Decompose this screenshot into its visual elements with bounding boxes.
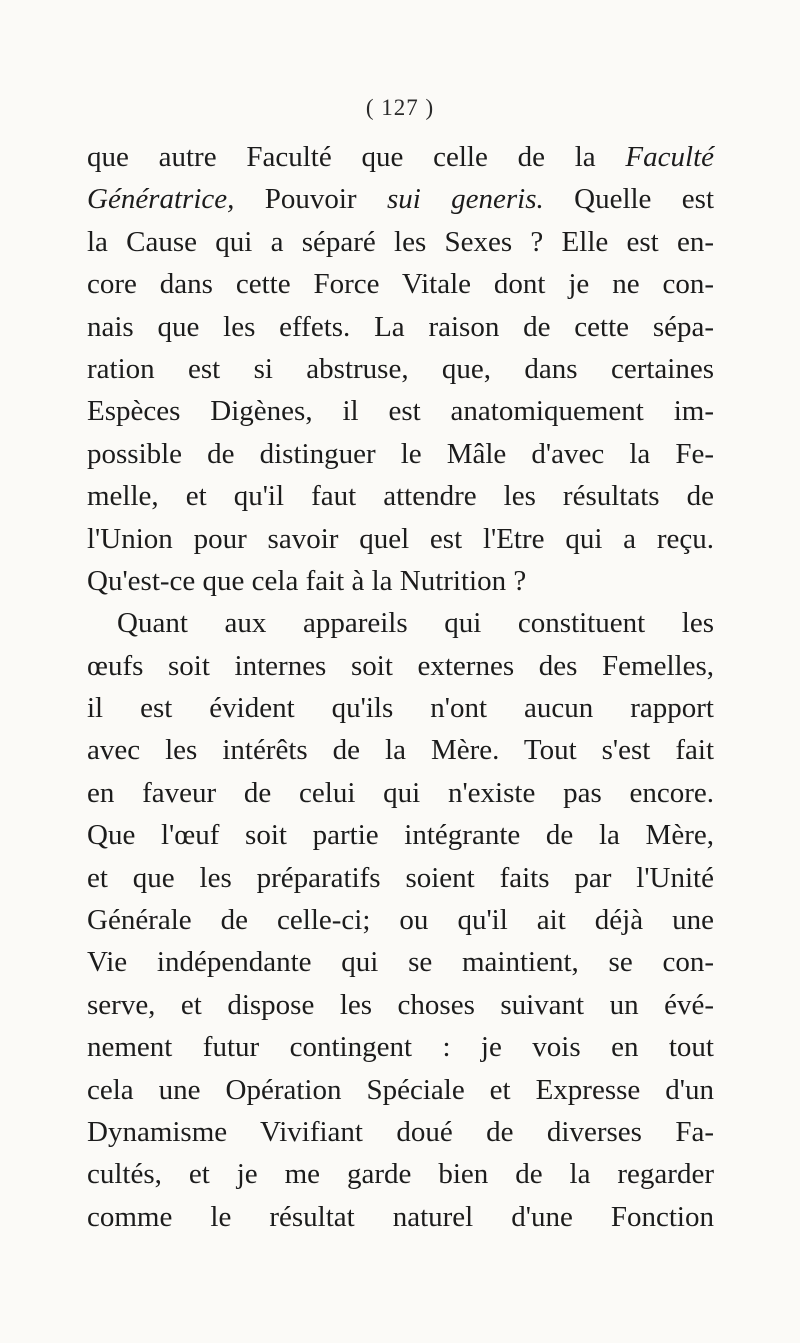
text-segment: il est évident qu'ils n'ont aucun rapport [87, 692, 714, 725]
text-segment: Générale de celle-ci; ou qu'il ait déjà une [87, 904, 714, 937]
text-line [87, 687, 714, 729]
text-segment: que autre Faculté que celle de la [87, 141, 626, 173]
text-segment: Espèces Digènes, il est anatomiquement im- [87, 395, 714, 428]
text-line [87, 899, 714, 941]
body-text [87, 136, 714, 1238]
page-number: ( 127 ) [365, 95, 435, 120]
text-segment: melle, et qu'il faut attendre les résultats de [87, 480, 714, 513]
text-segment: possible de distinguer le Mâle d'avec la Fe- [87, 437, 714, 470]
text-line [87, 1196, 714, 1238]
text-segment: en faveur de celui qui n'existe pas encore. [87, 776, 714, 809]
text-line [87, 390, 714, 432]
text-segment: comme le résultat naturel d'une Fonction [87, 1200, 714, 1233]
text-line [87, 560, 714, 602]
text-segment: Quant aux appareils qui constituent les [117, 607, 714, 640]
text-segment: œufs soit internes soit externes des Femelles, [87, 649, 714, 682]
text-segment: Dynamisme Vivifiant doué de diverses Fa- [87, 1115, 714, 1148]
italic-text: Génératrice, [87, 183, 235, 216]
text-segment: serve, et dispose les choses suivant un évé- [87, 988, 714, 1021]
text-line [87, 178, 714, 220]
text-line [87, 348, 714, 390]
text-segment: cela une Opération Spéciale et Expresse d'un [87, 1073, 714, 1106]
text-segment: core dans cette Force Vitale dont je ne con- [87, 268, 714, 301]
text-line [87, 645, 714, 687]
text-line [87, 729, 714, 771]
text-line [87, 136, 714, 178]
text-segment: cultés, et je me garde bien de la regarder [87, 1158, 714, 1191]
text-segment: ration est si abstruse, que, dans certaines [87, 352, 714, 385]
text-line [87, 984, 714, 1026]
text-line [87, 772, 714, 814]
text-segment: Que l'œuf soit partie intégrante de la Mère, [87, 819, 714, 852]
text-segment: Pouvoir [234, 183, 387, 216]
text-segment: et que les préparatifs soient faits par l'Unité [87, 861, 714, 894]
text-line [87, 941, 714, 983]
text-line [87, 263, 714, 305]
text-segment: l'Union pour savoir quel est l'Etre qui a reçu. [87, 522, 714, 555]
text-line [87, 475, 714, 517]
text-line [87, 857, 714, 899]
italic-text: Faculté [625, 141, 714, 173]
text-line [87, 1069, 714, 1111]
text-segment: nais que les effets. La raison de cette sépa- [87, 310, 714, 343]
text-line [87, 433, 714, 475]
text-line [87, 1026, 714, 1068]
text-segment: avec les intérêts de la Mère. Tout s'est fait [87, 734, 714, 767]
text-line [87, 602, 714, 644]
text-line [87, 1153, 714, 1195]
text-line [87, 221, 714, 263]
text-segment: Quelle est [543, 183, 714, 216]
text-line [87, 306, 714, 348]
text-segment: Vie indépendante qui se maintient, se con- [87, 946, 714, 979]
text-line [87, 814, 714, 856]
text-line [87, 518, 714, 560]
text-segment: Qu'est-ce que cela fait à la Nutrition ? [87, 564, 527, 597]
text-segment: la Cause qui a séparé les Sexes ? Elle est en- [87, 225, 714, 258]
text-segment: nement futur contingent : je vois en tout [87, 1031, 714, 1064]
text-line [87, 1111, 714, 1153]
italic-text: sui generis. [386, 183, 544, 216]
